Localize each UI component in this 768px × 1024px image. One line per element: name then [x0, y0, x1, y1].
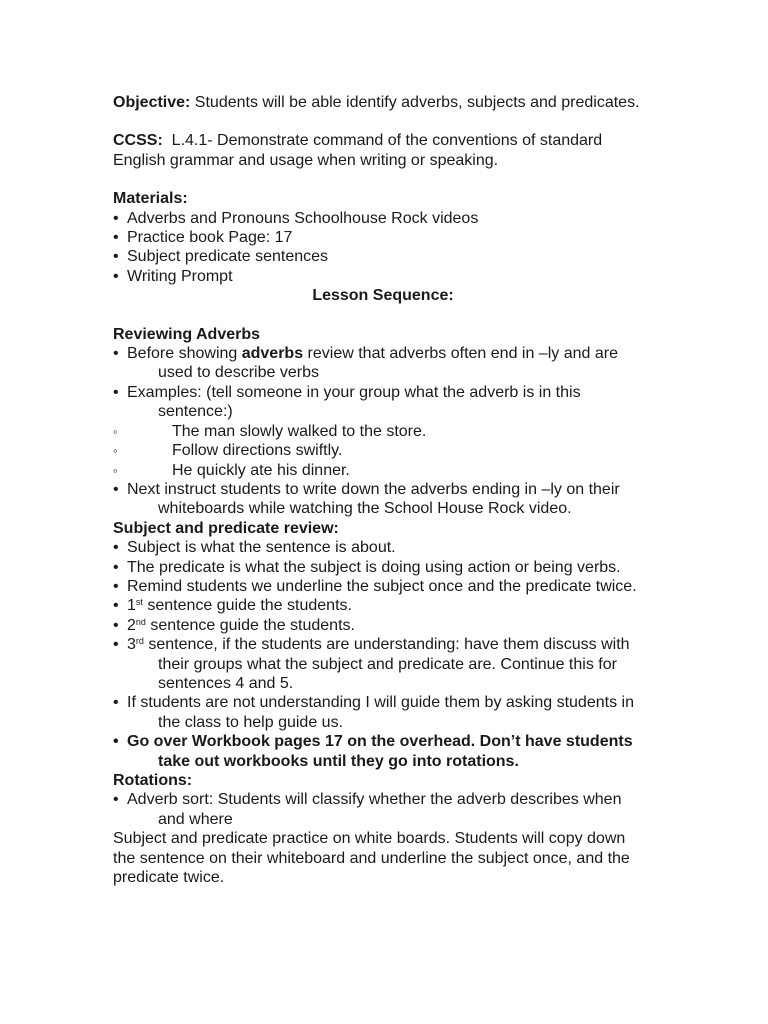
objective-line: [113, 93, 653, 112]
subject-predicate-item-workbook: • Go over Workbook pages 17 on the overhead. Don’t have students take out workbooks until they go into rotations.: [113, 733, 633, 770]
subject-predicate-item: • 2nd sentence guide the students.: [113, 616, 355, 634]
lesson-plan-page: [113, 93, 653, 887]
adverbs-bold-word: adverbs: [241, 345, 304, 363]
rotations-paragraph-line: the sentence on their whiteboard and underline the subject once, and the: [113, 849, 630, 867]
subject-predicate-item: • Remind students we underline the subject once and the predicate twice.: [113, 577, 637, 595]
subject-predicate-item: • 3rd sentence, if the students are understanding: have them discuss with their groups what the subject and predicate are. Continue this for sentences 4 and 5.: [113, 636, 630, 692]
reviewing-adverbs-heading: Reviewing Adverbs: [113, 325, 261, 343]
lesson-sequence-title: Lesson Sequence:: [312, 287, 454, 305]
subject-predicate-item: • The predicate is what the subject is doing using action or being verbs.: [113, 558, 621, 576]
ccss-label: CCSS:: [113, 132, 163, 150]
subject-predicate-item: • 1st sentence guide the students.: [113, 597, 352, 615]
objective-label: Objective:: [113, 94, 191, 111]
adverbs-item-examples: • Examples: (tell someone in your group what the adverb is in this sentence:): [113, 383, 581, 421]
subject-predicate-heading: Subject and predicate review:: [113, 519, 339, 537]
example-sentence: ◦ Follow directions swiftly.: [113, 442, 343, 460]
rotations-heading: Rotations:: [113, 772, 193, 789]
ccss-text: L.4.1- Demonstrate command of the conventions of standard: [162, 132, 603, 150]
objective-text: Students will be able identify adverbs, subjects and predicates.: [190, 94, 640, 111]
subject-predicate-item: • Subject is what the sentence is about.: [113, 539, 396, 557]
materials-heading: Materials:: [113, 190, 188, 208]
materials-item: • Adverbs and Pronouns Schoolhouse Rock videos: [113, 209, 479, 227]
rotations-paragraph-line: predicate twice.: [113, 869, 225, 887]
example-sentence: ◦ He quickly ate his dinner.: [113, 461, 350, 479]
ccss-line: [113, 131, 653, 150]
subject-predicate-item: • If students are not understanding I will guide them by asking students in the class to help guide us.: [113, 694, 634, 731]
materials-item: • Writing Prompt: [113, 267, 233, 285]
materials-item: • Practice book Page: 17: [113, 229, 293, 247]
example-sentence: ◦ The man slowly walked to the store.: [113, 422, 427, 440]
adverbs-item-before-showing: • Before showing adverbs review that adverbs often end in –ly and are used to describe verbs: [113, 345, 618, 382]
adverbs-item-next-instruct: • Next instruct students to write down the adverbs ending in –ly on their whiteboards while watching the School House Rock video.: [113, 480, 620, 518]
rotations-item: • Adverb sort: Students will classify whether the adverb describes when and where: [113, 791, 622, 828]
ccss-text-continued: English grammar and usage when writing or speaking.: [113, 151, 499, 169]
rotations-paragraph-line: Subject and predicate practice on white boards. Students will copy down: [113, 830, 626, 848]
materials-item: • Subject predicate sentences: [113, 248, 329, 266]
